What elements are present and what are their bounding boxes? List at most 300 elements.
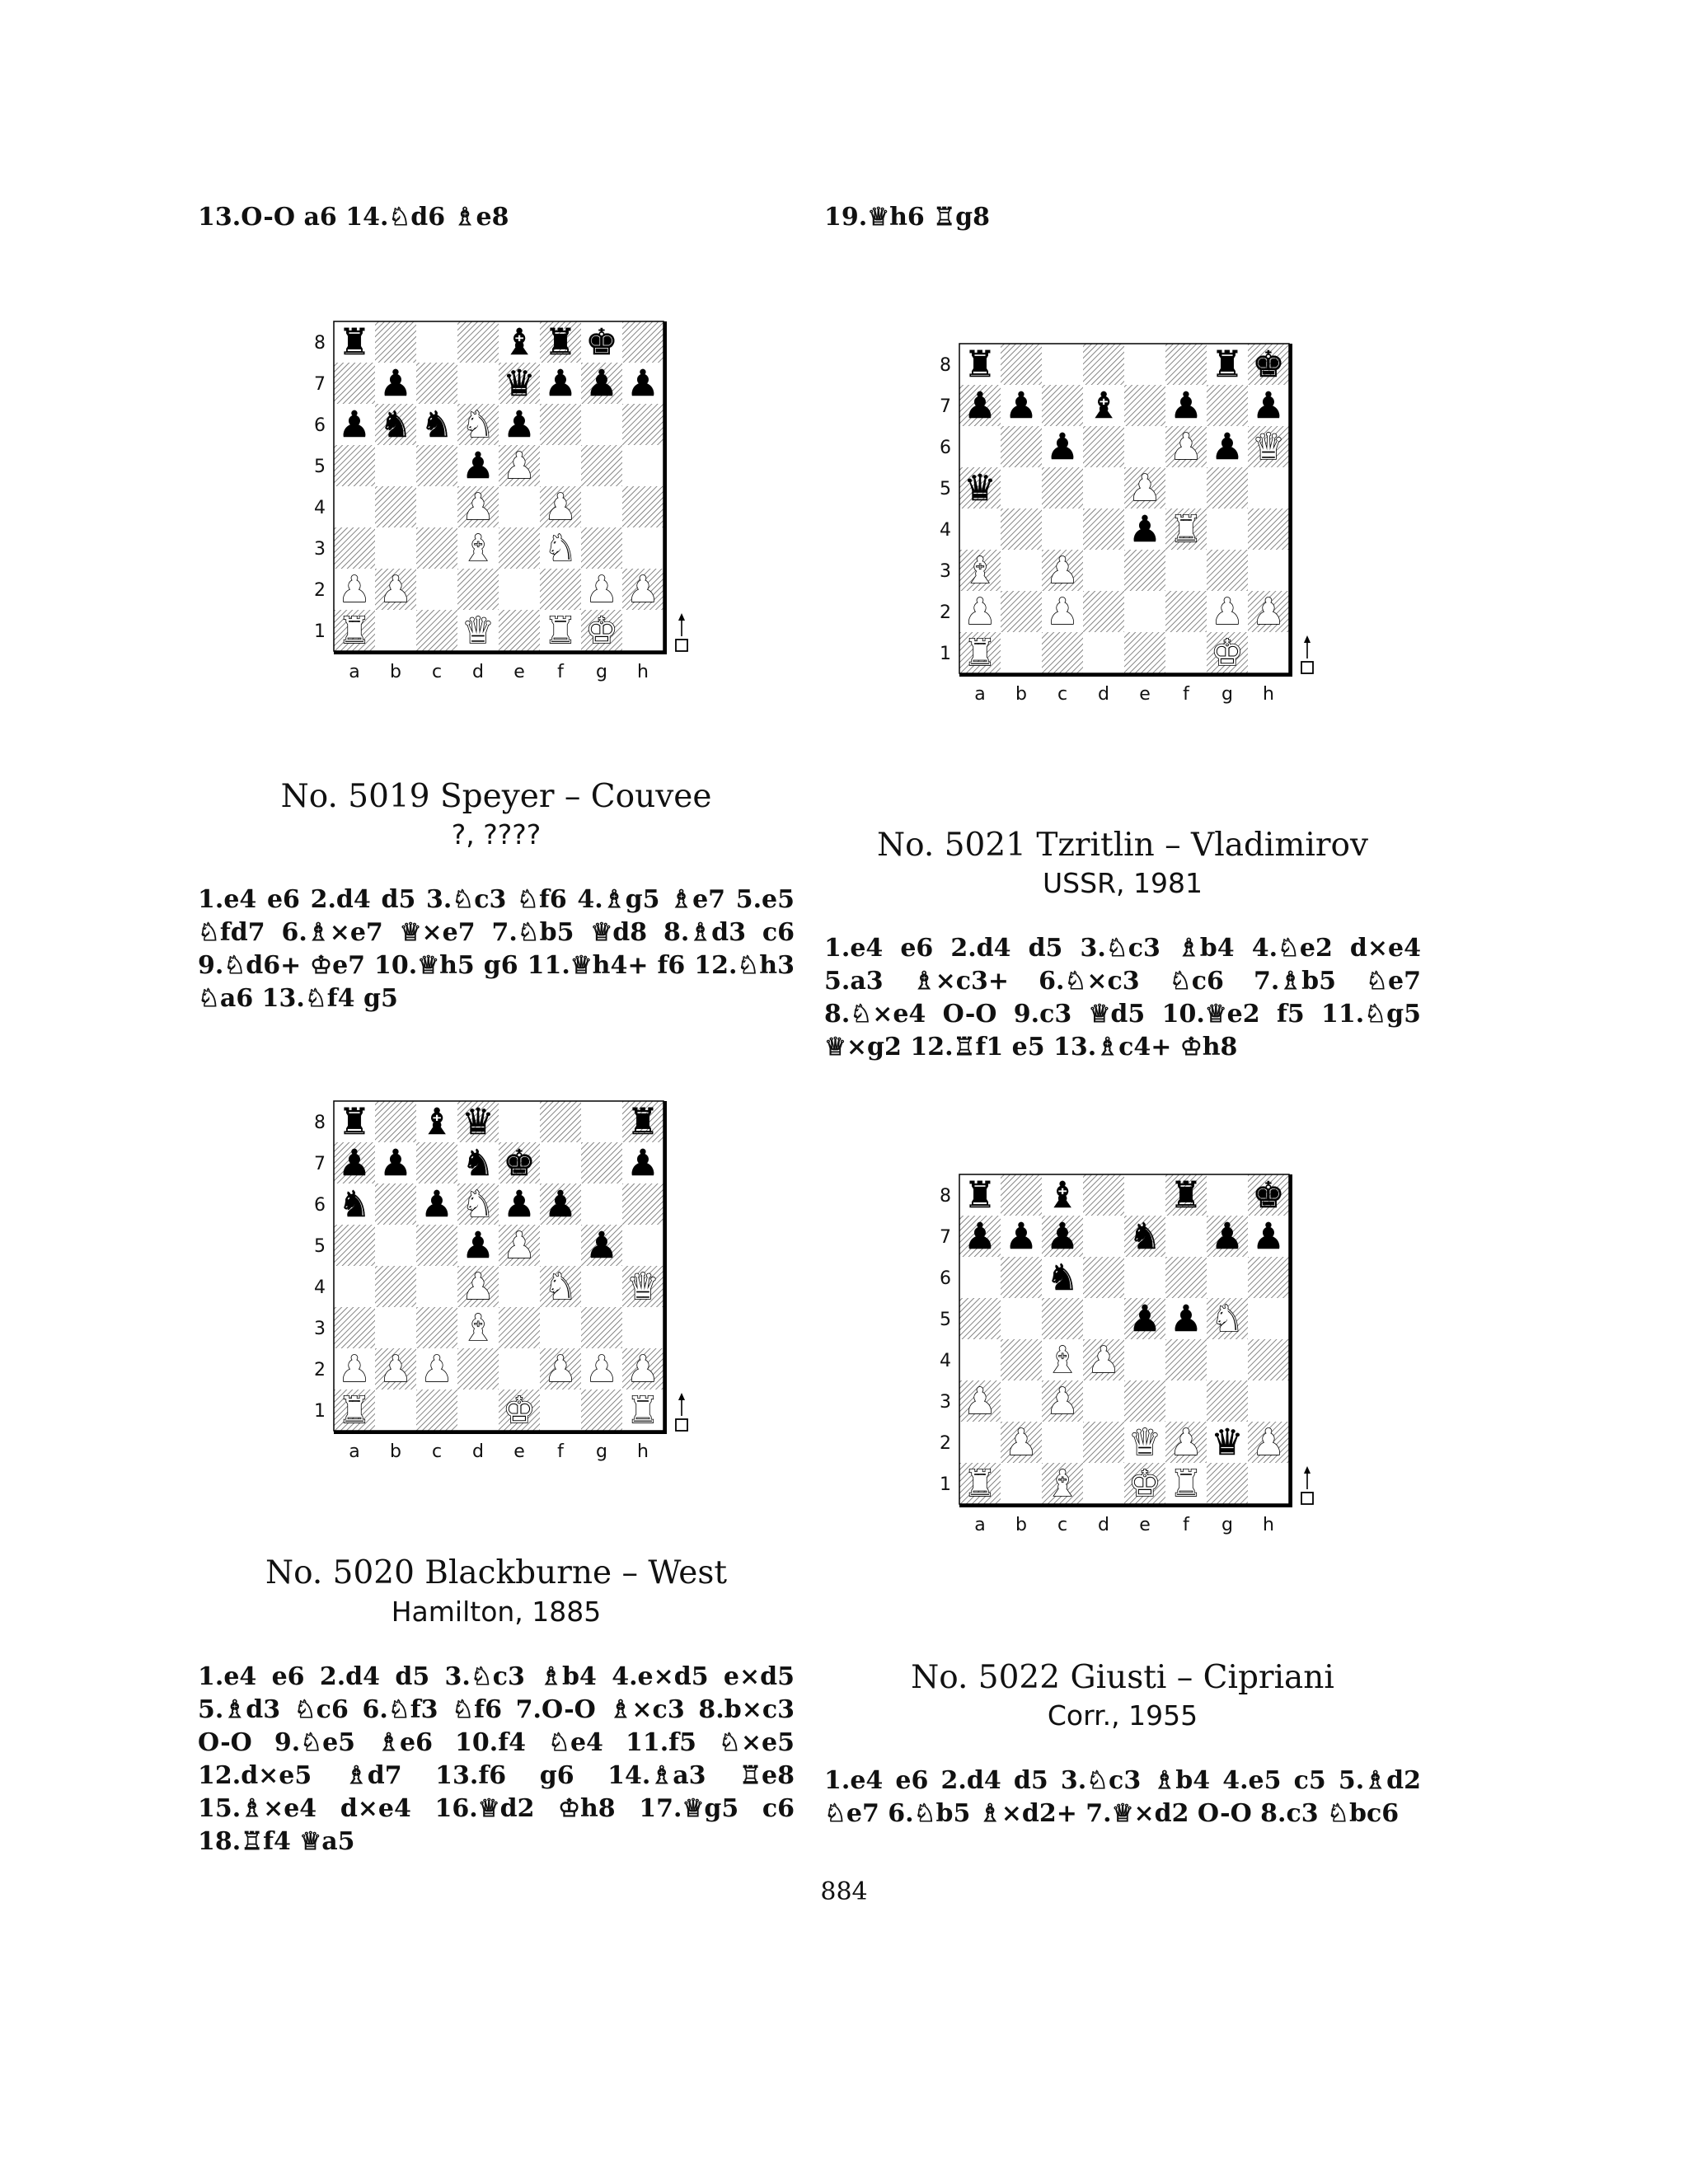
board-square-h6 (622, 1183, 663, 1225)
board-square-g7 (581, 1142, 622, 1183)
file-label: e (1139, 1515, 1151, 1535)
file-label: b (1015, 1515, 1027, 1535)
board-square-f7 (540, 1142, 581, 1183)
board-square-d8 (457, 321, 499, 363)
file-label: e (513, 662, 525, 682)
board-square-a5 (334, 1225, 375, 1266)
white-pawn-icon: ♟ (462, 1266, 495, 1308)
white-pawn-icon: ♟ (503, 445, 536, 487)
board-square-b6 (375, 1183, 416, 1225)
board-square-b4 (1001, 1339, 1042, 1380)
black-king-icon: ♚ (1252, 1174, 1285, 1216)
black-rook-icon: ♜ (544, 321, 577, 363)
rank-label: 1 (314, 1401, 326, 1422)
board-square-f7 (1165, 1216, 1207, 1257)
board-square-d2 (1083, 591, 1124, 632)
board-square-d5 (1083, 1298, 1124, 1339)
white-king-icon: ♚ (1128, 1463, 1161, 1505)
board-square-b6 (1001, 426, 1042, 467)
board-square-e2 (499, 569, 540, 610)
white-queen-icon: ♛ (462, 610, 495, 652)
black-pawn-icon: ♟ (1211, 1216, 1244, 1258)
white-pawn-icon: ♟ (462, 486, 495, 528)
black-pawn-icon: ♟ (544, 363, 577, 405)
chess-diagram-4 (931, 1166, 1322, 1537)
white-pawn-icon: ♟ (503, 1225, 536, 1267)
file-label: c (431, 662, 443, 682)
black-pawn-icon: ♟ (1128, 1298, 1161, 1340)
chess-diagram-1 (305, 313, 696, 684)
board-square-b2 (1001, 591, 1042, 632)
file-label: f (557, 662, 564, 682)
board-square-g8 (1207, 1174, 1248, 1216)
black-bishop-icon: ♝ (1087, 385, 1120, 427)
board-square-h8 (622, 321, 663, 363)
chess-board-svg (931, 335, 1322, 706)
black-pawn-icon: ♟ (1170, 1298, 1203, 1340)
rank-label: 5 (940, 479, 951, 499)
board-square-d3 (1083, 1380, 1124, 1422)
white-pawn-icon: ♟ (626, 569, 659, 611)
board-square-h3 (622, 527, 663, 569)
rank-label: 8 (314, 333, 326, 354)
file-label: d (1098, 684, 1109, 705)
white-rook-icon: ♜ (626, 1390, 659, 1432)
white-knight-icon: ♞ (462, 1183, 495, 1226)
game-moves: 1.e4 e6 2.d4 d5 3.♘c3 ♘f6 4.♗g5 ♗e7 5.e5 ♘fd7 6.♗×e7 ♕×e7 7.♘b5 ♕d8 8.♗d3 c6 9.♘d6+ ♔e7 10.♕h5 g6 11.♕h4+ f6 12.♘h3 ♘a6 13.♘f4 g5 (198, 885, 795, 1013)
board-square-f6 (540, 404, 581, 445)
black-queen-icon: ♛ (503, 363, 536, 405)
rank-label: 8 (314, 1113, 326, 1133)
black-rook-icon: ♜ (338, 1101, 371, 1143)
black-queen-icon: ♛ (1211, 1422, 1244, 1464)
game-moves: 1.e4 e6 2.d4 d5 3.♘c3 ♗b4 4.e×d5 e×d5 5.♗d3 ♘c6 6.♘f3 ♘f6 7.O-O ♗×c3 8.b×c3 O-O 9.♘e5 ♗e6 10.f4 ♘e4 11.f5 ♘×e5 12.d×e5 ♗d7 13.f6 g6 14.♗a3 ♖e8 15.♗×e4 d×e4 16.♕d2 ♔h8 17.♕g5 c6 18.♖f4 ♕a5 (198, 1662, 795, 1856)
board-square-d7 (1083, 1216, 1124, 1257)
file-label: c (1057, 684, 1068, 705)
board-square-e8 (499, 1101, 540, 1142)
black-bishop-icon: ♝ (420, 1101, 453, 1143)
file-label: b (390, 1441, 401, 1462)
board-square-c5 (416, 445, 457, 486)
board-square-h5 (1248, 467, 1289, 509)
board-square-c5 (1042, 1298, 1083, 1339)
black-bishop-icon: ♝ (1046, 1174, 1079, 1216)
board-square-b3 (375, 1307, 416, 1348)
black-pawn-icon: ♟ (379, 363, 412, 405)
rank-label: 5 (940, 1310, 951, 1330)
white-pawn-icon: ♟ (1046, 591, 1079, 633)
board-square-e6 (1124, 426, 1165, 467)
board-square-h3 (622, 1307, 663, 1348)
black-rook-icon: ♜ (338, 321, 371, 363)
black-pawn-icon: ♟ (338, 404, 371, 446)
board-square-g6 (1207, 1257, 1248, 1298)
board-square-d1 (1083, 632, 1124, 673)
black-rook-icon: ♜ (1211, 344, 1244, 386)
board-square-a2 (959, 1422, 1001, 1463)
board-square-d4 (1083, 509, 1124, 550)
white-pawn-icon: ♟ (1170, 1422, 1203, 1464)
file-label: h (1263, 684, 1274, 705)
black-pawn-icon: ♟ (462, 1225, 495, 1267)
white-pawn-icon: ♟ (1046, 550, 1079, 592)
file-label: f (557, 1441, 564, 1462)
white-pawn-icon: ♟ (585, 1348, 618, 1390)
rank-label: 8 (940, 1186, 951, 1207)
board-square-b5 (1001, 467, 1042, 509)
file-label: h (1263, 1515, 1274, 1535)
board-square-e8 (1124, 344, 1165, 385)
chess-board-svg (305, 313, 696, 684)
game-title: No. 5022 Giusti – Cipriani (911, 1659, 1334, 1696)
file-label: g (596, 662, 607, 682)
board-square-e4 (1124, 1339, 1165, 1380)
black-pawn-icon: ♟ (503, 1183, 536, 1226)
white-pawn-icon: ♟ (1046, 1380, 1079, 1422)
board-square-f3 (540, 1307, 581, 1348)
board-square-e7 (1124, 385, 1165, 426)
board-square-g4 (581, 1266, 622, 1307)
rank-label: 3 (314, 539, 326, 560)
file-label: a (974, 684, 986, 705)
file-label: e (1139, 684, 1151, 705)
header-right-continuation: 19.♕h6 ♖g8 (824, 203, 990, 232)
board-square-f1 (540, 1390, 581, 1431)
board-square-d8 (1083, 1174, 1124, 1216)
rank-label: 1 (940, 644, 951, 664)
board-square-h5 (622, 445, 663, 486)
white-bishop-icon: ♝ (1046, 1463, 1079, 1505)
file-label: c (431, 1441, 443, 1462)
game-moves: 1.e4 e6 2.d4 d5 3.♘c3 ♗b4 4.♘e2 d×e4 5.a3 ♗×c3+ 6.♘×c3 ♘c6 7.♗b5 ♘e7 8.♘×e4 O-O 9.c3 ♕d5 10.♕e2 f5 11.♘g5 ♕×g2 12.♖f1 e5 13.♗c4+ ♔h8 (824, 934, 1421, 1062)
board-square-c7 (416, 363, 457, 404)
file-label: g (1221, 1515, 1233, 1535)
board-square-g8 (581, 1101, 622, 1142)
black-pawn-icon: ♟ (1128, 509, 1161, 551)
board-square-b8 (1001, 1174, 1042, 1216)
white-knight-icon: ♞ (544, 1266, 577, 1308)
white-pawn-icon: ♟ (1211, 591, 1244, 633)
board-square-f8 (1165, 344, 1207, 385)
white-rook-icon: ♜ (964, 632, 996, 674)
white-pawn-icon: ♟ (338, 569, 371, 611)
board-square-g4 (581, 486, 622, 527)
white-bishop-icon: ♝ (1046, 1339, 1079, 1381)
board-square-a4 (959, 1339, 1001, 1380)
board-square-d6 (1083, 1257, 1124, 1298)
white-pawn-icon: ♟ (1252, 1422, 1285, 1464)
white-pawn-icon: ♟ (379, 569, 412, 611)
white-bishop-icon: ♝ (462, 1307, 495, 1349)
rank-label: 6 (940, 438, 951, 458)
side-to-move-indicator-icon (1301, 1466, 1313, 1504)
board-square-h1 (1248, 632, 1289, 673)
black-king-icon: ♚ (1252, 344, 1285, 386)
board-square-d7 (457, 363, 499, 404)
white-pawn-icon: ♟ (1005, 1422, 1038, 1464)
board-square-g1 (1207, 1463, 1248, 1504)
rank-label: 2 (314, 1360, 326, 1380)
white-rook-icon: ♜ (338, 1390, 371, 1432)
rank-label: 4 (940, 520, 951, 541)
board-square-b8 (375, 321, 416, 363)
rank-label: 6 (314, 1195, 326, 1216)
board-square-a6 (959, 426, 1001, 467)
white-pawn-icon: ♟ (964, 591, 996, 633)
board-square-h4 (1248, 1339, 1289, 1380)
board-square-c8 (1042, 344, 1083, 385)
board-square-e1 (1124, 632, 1165, 673)
file-label: b (1015, 684, 1027, 705)
board-square-b3 (1001, 1380, 1042, 1422)
white-queen-icon: ♛ (1252, 426, 1285, 468)
board-square-d5 (1083, 467, 1124, 509)
white-pawn-icon: ♟ (1252, 591, 1285, 633)
board-square-d2 (1083, 1422, 1124, 1463)
board-square-b4 (1001, 509, 1042, 550)
board-square-g3 (1207, 1380, 1248, 1422)
board-square-c2 (416, 569, 457, 610)
board-square-e3 (1124, 1380, 1165, 1422)
board-square-b4 (375, 486, 416, 527)
board-square-a5 (334, 445, 375, 486)
board-square-f6 (1165, 1257, 1207, 1298)
file-label: a (349, 1441, 360, 1462)
black-knight-icon: ♞ (1046, 1257, 1079, 1299)
board-square-g5 (581, 445, 622, 486)
game-moves: 1.e4 e6 2.d4 d5 3.♘c3 ♗b4 4.e5 c5 5.♗d2 ♘e7 6.♘b5 ♗×d2+ 7.♕×d2 O-O 8.c3 ♘bc6 (824, 1766, 1421, 1828)
rank-label: 8 (940, 355, 951, 376)
rank-label: 7 (940, 396, 951, 417)
white-knight-icon: ♞ (1211, 1298, 1244, 1340)
white-pawn-icon: ♟ (544, 486, 577, 528)
black-king-icon: ♚ (585, 321, 618, 363)
chess-board-svg (931, 1166, 1322, 1537)
rank-label: 6 (314, 415, 326, 436)
side-to-move-indicator-icon (1301, 635, 1313, 673)
white-rook-icon: ♜ (964, 1463, 996, 1505)
board-square-f3 (1165, 1380, 1207, 1422)
rank-label: 2 (940, 1433, 951, 1454)
white-pawn-icon: ♟ (1128, 467, 1161, 509)
file-label: e (513, 1441, 525, 1462)
board-square-c3 (416, 1307, 457, 1348)
board-square-g1 (581, 1390, 622, 1431)
black-queen-icon: ♛ (462, 1101, 495, 1143)
board-square-f5 (1165, 467, 1207, 509)
white-pawn-icon: ♟ (1087, 1339, 1120, 1381)
file-label: f (1183, 684, 1189, 705)
white-pawn-icon: ♟ (585, 569, 618, 611)
rank-label: 3 (940, 561, 951, 582)
file-label: b (390, 662, 401, 682)
board-square-g4 (1207, 1339, 1248, 1380)
rank-label: 4 (314, 498, 326, 518)
rank-label: 3 (940, 1392, 951, 1413)
board-square-h3 (1248, 550, 1289, 591)
black-rook-icon: ♜ (964, 344, 996, 386)
white-rook-icon: ♜ (338, 610, 371, 652)
board-square-b1 (375, 610, 416, 651)
black-rook-icon: ♜ (1170, 1174, 1203, 1216)
board-square-a4 (334, 1266, 375, 1307)
board-square-b3 (1001, 550, 1042, 591)
white-pawn-icon: ♟ (379, 1348, 412, 1390)
board-square-c7 (1042, 385, 1083, 426)
board-square-b5 (375, 445, 416, 486)
board-square-d8 (1083, 344, 1124, 385)
white-queen-icon: ♛ (1128, 1422, 1161, 1464)
file-label: c (1057, 1515, 1068, 1535)
file-label: g (596, 1441, 607, 1462)
board-square-h1 (622, 610, 663, 651)
file-label: a (349, 662, 360, 682)
black-pawn-icon: ♟ (1046, 426, 1079, 468)
board-square-h3 (1248, 1380, 1289, 1422)
rank-label: 4 (314, 1277, 326, 1298)
chess-diagram-2 (305, 1093, 696, 1464)
board-square-e6 (1124, 1257, 1165, 1298)
game-subtitle: Hamilton, 1885 (391, 1596, 602, 1628)
board-square-e2 (1124, 591, 1165, 632)
black-pawn-icon: ♟ (1252, 385, 1285, 427)
white-queen-icon: ♛ (626, 1266, 659, 1308)
white-rook-icon: ♜ (1170, 509, 1203, 551)
black-pawn-icon: ♟ (1170, 385, 1203, 427)
black-pawn-icon: ♟ (626, 363, 659, 405)
board-square-e1 (499, 610, 540, 651)
board-square-g3 (1207, 550, 1248, 591)
white-king-icon: ♚ (585, 610, 618, 652)
file-label: a (974, 1515, 986, 1535)
black-knight-icon: ♞ (338, 1183, 371, 1226)
board-square-g4 (1207, 509, 1248, 550)
board-square-h4 (622, 486, 663, 527)
board-square-c4 (416, 486, 457, 527)
board-square-c1 (1042, 632, 1083, 673)
black-rook-icon: ♜ (626, 1101, 659, 1143)
board-square-h5 (622, 1225, 663, 1266)
game-subtitle: Corr., 1955 (1047, 1699, 1198, 1732)
board-square-f4 (1165, 1339, 1207, 1380)
rank-label: 5 (314, 1236, 326, 1257)
black-pawn-icon: ♟ (585, 363, 618, 405)
board-square-b5 (375, 1225, 416, 1266)
white-king-icon: ♚ (1211, 632, 1244, 674)
board-square-c5 (1042, 467, 1083, 509)
board-square-g7 (1207, 385, 1248, 426)
board-square-c3 (416, 527, 457, 569)
file-label: d (472, 1441, 484, 1462)
board-square-d1 (1083, 1463, 1124, 1504)
board-square-d2 (457, 569, 499, 610)
board-square-b1 (1001, 1463, 1042, 1504)
white-pawn-icon: ♟ (420, 1348, 453, 1390)
board-square-c7 (416, 1142, 457, 1183)
game-title: No. 5020 Blackburne – West (265, 1554, 728, 1591)
black-pawn-icon: ♟ (964, 385, 996, 427)
white-knight-icon: ♞ (462, 404, 495, 446)
game-subtitle: USSR, 1981 (1043, 867, 1203, 899)
white-rook-icon: ♜ (1170, 1463, 1203, 1505)
board-square-g5 (1207, 467, 1248, 509)
black-bishop-icon: ♝ (503, 321, 536, 363)
board-square-h6 (622, 404, 663, 445)
white-pawn-icon: ♟ (964, 1380, 996, 1422)
black-pawn-icon: ♟ (1211, 426, 1244, 468)
page-number: 884 (820, 1877, 868, 1906)
black-pawn-icon: ♟ (626, 1142, 659, 1184)
game-subtitle: ?, ???? (451, 818, 542, 851)
board-square-g3 (581, 527, 622, 569)
board-square-b8 (1001, 344, 1042, 385)
board-square-a6 (959, 1257, 1001, 1298)
file-label: d (472, 662, 484, 682)
rank-label: 1 (940, 1474, 951, 1495)
board-square-c4 (1042, 509, 1083, 550)
file-label: f (1183, 1515, 1189, 1535)
board-square-e3 (499, 1307, 540, 1348)
rank-label: 7 (314, 1154, 326, 1174)
black-knight-icon: ♞ (420, 404, 453, 446)
black-knight-icon: ♞ (1128, 1216, 1161, 1258)
board-square-b8 (375, 1101, 416, 1142)
board-square-h6 (1248, 1257, 1289, 1298)
board-square-e3 (1124, 550, 1165, 591)
rank-label: 5 (314, 457, 326, 477)
white-pawn-icon: ♟ (1170, 426, 1203, 468)
black-king-icon: ♚ (503, 1142, 536, 1184)
board-square-h1 (1248, 1463, 1289, 1504)
rank-label: 4 (940, 1351, 951, 1371)
rank-label: 1 (314, 621, 326, 642)
side-to-move-indicator-icon (676, 1393, 687, 1431)
black-pawn-icon: ♟ (544, 1183, 577, 1226)
board-square-d2 (457, 1348, 499, 1390)
file-label: h (637, 662, 649, 682)
black-knight-icon: ♞ (379, 404, 412, 446)
game-title: No. 5019 Speyer – Couvee (280, 778, 712, 815)
board-square-g3 (581, 1307, 622, 1348)
board-square-a3 (334, 1307, 375, 1348)
board-square-e4 (499, 1266, 540, 1307)
board-square-a5 (959, 1298, 1001, 1339)
board-square-b6 (1001, 1257, 1042, 1298)
rank-label: 2 (940, 602, 951, 623)
board-square-h5 (1248, 1298, 1289, 1339)
board-square-b1 (1001, 632, 1042, 673)
black-pawn-icon: ♟ (379, 1142, 412, 1184)
white-bishop-icon: ♝ (964, 550, 996, 592)
black-pawn-icon: ♟ (420, 1183, 453, 1226)
black-pawn-icon: ♟ (964, 1216, 996, 1258)
rank-label: 2 (314, 580, 326, 601)
board-square-f3 (1165, 550, 1207, 591)
black-pawn-icon: ♟ (1005, 1216, 1038, 1258)
board-square-c2 (1042, 1422, 1083, 1463)
black-pawn-icon: ♟ (503, 404, 536, 446)
white-pawn-icon: ♟ (338, 1348, 371, 1390)
board-square-g6 (581, 1183, 622, 1225)
game-title: No. 5021 Tzritlin – Vladimirov (876, 827, 1368, 864)
board-square-a7 (334, 363, 375, 404)
white-bishop-icon: ♝ (462, 527, 495, 569)
black-pawn-icon: ♟ (338, 1142, 371, 1184)
black-pawn-icon: ♟ (585, 1225, 618, 1267)
board-square-f2 (1165, 591, 1207, 632)
black-pawn-icon: ♟ (1252, 1216, 1285, 1258)
board-square-g6 (581, 404, 622, 445)
